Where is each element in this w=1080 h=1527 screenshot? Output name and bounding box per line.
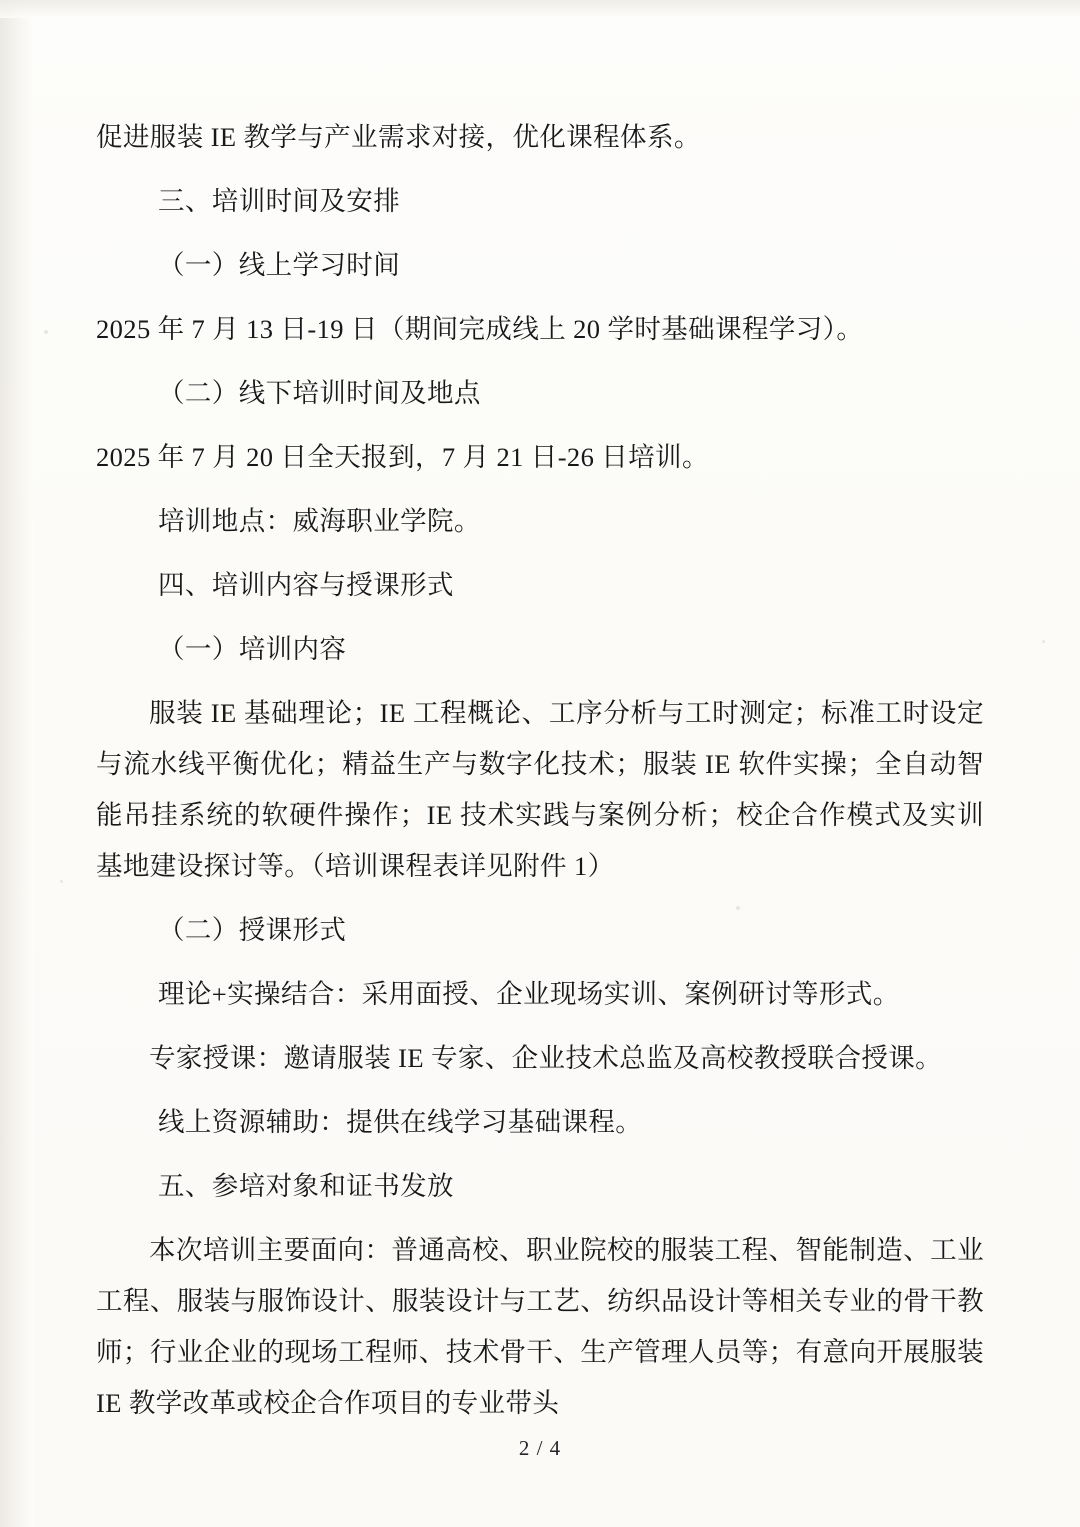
paragraph-training-content-detail: 服装 IE 基础理论；IE 工程概论、工序分析与工时测定；标准工时设定与流水线平衡优化；精益生产与数字化技术；服装 IE 软件实操；全自动智能吊挂系统的软硬件操作；IE 技术实践与案例分析；校企合作模式及实训基地建设探讨等。（培训课程表详见附件 1）: [96, 698, 984, 881]
paragraph-opening: 促进服装 IE 教学与产业需求对接，优化课程体系。: [96, 122, 701, 152]
heading-training-content: （一）培训内容: [158, 634, 347, 664]
paragraph-expert-teaching: 专家授课：邀请服装 IE 专家、企业技术总监及高校教授联合授课。: [149, 1043, 943, 1073]
scan-speck: [60, 880, 63, 883]
paragraph-online-resources: 线上资源辅助：提供在线学习基础课程。: [158, 1107, 643, 1137]
paragraph-online-dates: 2025 年 7 月 13 日-19 日（期间完成线上 20 学时基础课程学习）。: [96, 314, 864, 344]
heading-teaching-format: （二）授课形式: [158, 915, 347, 945]
scan-edge-left: [0, 0, 34, 1527]
page-number: 2 / 4: [518, 1436, 562, 1460]
document-body: [96, 112, 984, 1442]
scan-speck: [44, 330, 48, 334]
paragraph-training-venue: 培训地点：威海职业学院。: [158, 506, 481, 536]
paragraph-theory-practice: 理论+实操结合：采用面授、企业现场实训、案例研讨等形式。: [158, 979, 900, 1009]
heading-section-five: 五、参培对象和证书发放: [158, 1171, 454, 1201]
heading-section-three: 三、培训时间及安排: [158, 186, 401, 216]
scan-edge-top: [0, 0, 1080, 18]
heading-online-study-time: （一）线上学习时间: [158, 250, 401, 280]
heading-section-four: 四、培训内容与授课形式: [158, 570, 454, 600]
heading-offline-time-place: （二）线下培训时间及地点: [158, 378, 481, 408]
paragraph-offline-dates: 2025 年 7 月 20 日全天报到，7 月 21 日-26 日培训。: [96, 442, 709, 472]
scan-speck: [1042, 640, 1045, 643]
paragraph-target-audience: 本次培训主要面向：普通高校、职业院校的服装工程、智能制造、工业工程、服装与服饰设计、服装设计与工艺、纺织品设计等相关专业的骨干教师；行业企业的现场工程师、技术骨干、生产管理人员等；有意向开展服装 IE 教学改革或校企合作项目的专业带头: [96, 1235, 984, 1418]
